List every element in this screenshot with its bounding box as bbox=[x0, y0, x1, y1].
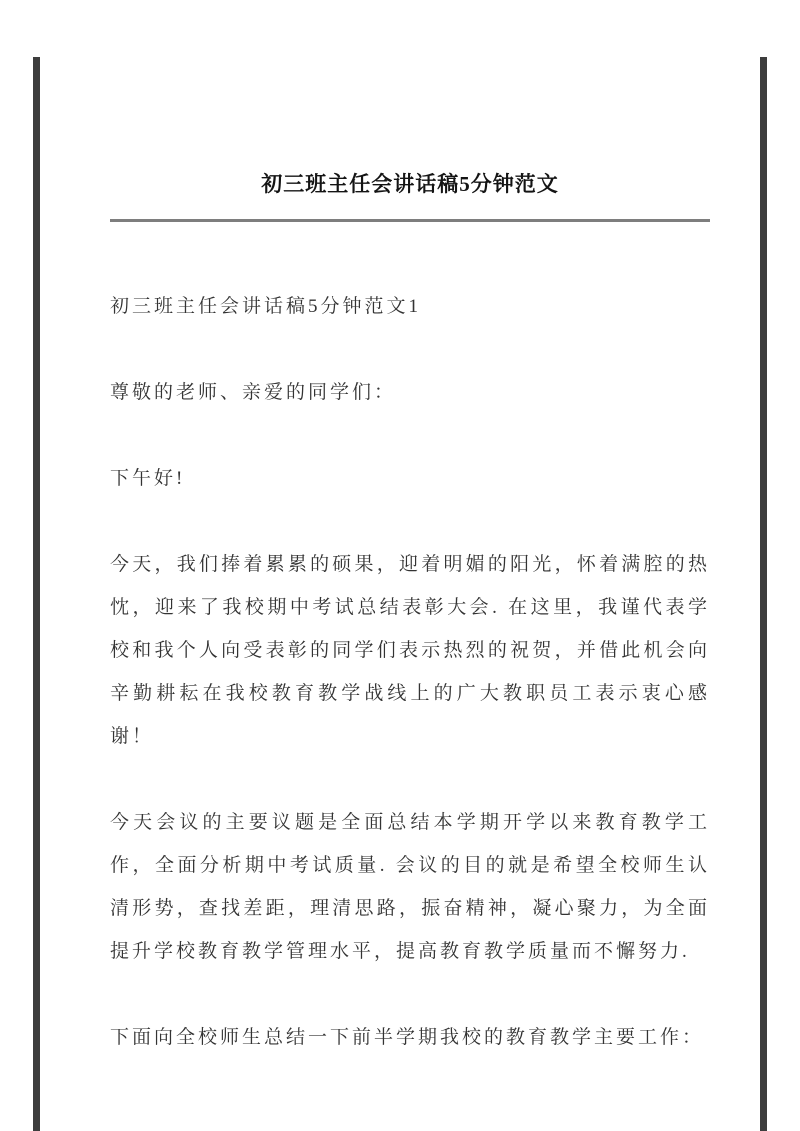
paragraph-body-1: 今天，我们捧着累累的硕果，迎着明媚的阳光，怀着满腔的热忱，迎来了我校期中考试总结表彰大会. 在这里，我谨代表学校和我个人向受表彰的同学们表示热烈的祝贺，并借此机会向辛勤耕耘在我校教育教学战线上的广大教职员工表示衷心感谢！ bbox=[110, 554, 710, 747]
left-border-bar bbox=[33, 57, 40, 1131]
paragraph-body-3: 下面向全校师生总结一下前半学期我校的教育教学主要工作： bbox=[110, 1027, 705, 1048]
document-content bbox=[110, 0, 710, 1102]
title-divider-rule bbox=[110, 219, 710, 222]
paragraph-body-2: 今天会议的主要议题是全面总结本学期开学以来教育教学工作，全面分析期中考试质量. 会议的目的就是希望全校师生认清形势，查找差距，理清思路，振奋精神，凝心聚力，为全面提升学校教育教学管理水平，提高教育教学质量而不懈努力. bbox=[110, 812, 710, 962]
paragraph-subtitle: 初三班主任会讲话稿5分钟范文1 bbox=[110, 296, 422, 317]
paragraph-salutation: 尊敬的老师、亲爱的同学们： bbox=[110, 382, 397, 403]
document-body bbox=[110, 285, 710, 1059]
paragraph-greeting: 下午好! bbox=[110, 468, 186, 489]
page-title: 初三班主任会讲话稿5分钟范文 bbox=[261, 172, 559, 196]
right-border-bar bbox=[760, 57, 767, 1131]
